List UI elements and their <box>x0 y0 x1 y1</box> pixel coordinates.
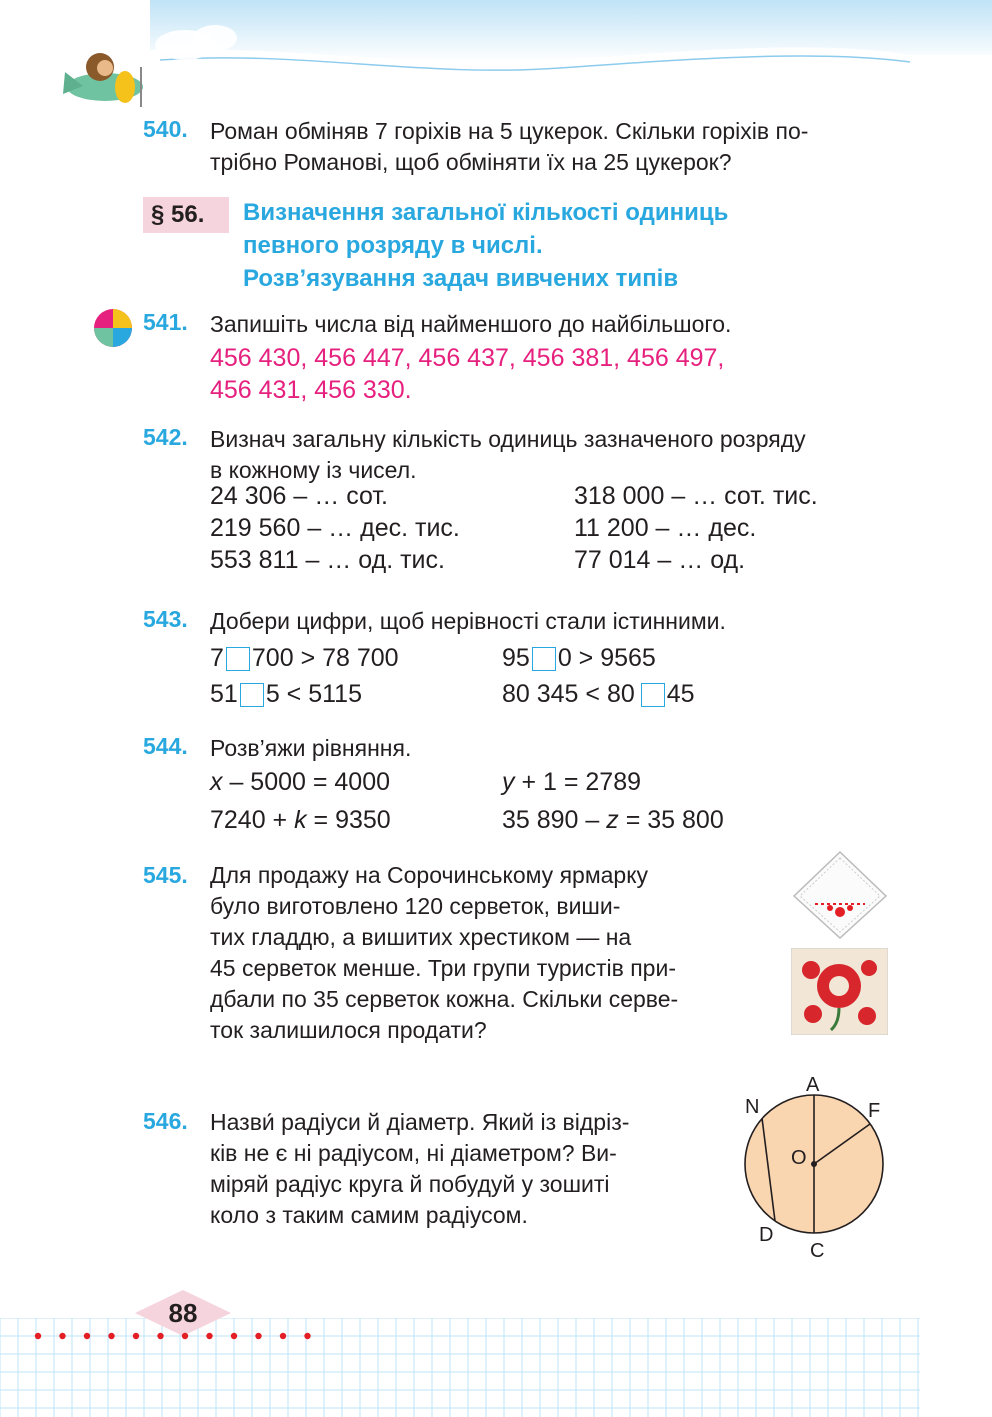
task-item: 318 000 – … сот. тис. <box>574 482 818 510</box>
inequality-part: 45 <box>666 680 695 708</box>
numbers-line: 456 430, 456 447, 456 437, 456 381, 456 497, <box>210 344 725 372</box>
exercise-546-line: міряй радіус круга й побудуй у зошиті <box>210 1171 610 1197</box>
equation-part: = 35 800 <box>618 806 724 834</box>
exercise-541-text: Запишіть числа від найменшого до найбільшого. <box>210 311 732 337</box>
exercise-543-number: 543. <box>143 606 188 632</box>
exercise-545-line: Для продажу на Сорочинському ярмарку <box>210 862 649 888</box>
equation-part: 35 890 – <box>502 806 607 834</box>
red-dots-decoration <box>30 1330 330 1342</box>
inequality <box>502 644 656 673</box>
task-item: 77 014 – … од. <box>574 546 746 574</box>
exercise-542-line: в кожному із чисел. <box>210 457 417 483</box>
embroidery-image <box>791 948 888 1035</box>
label-N: N <box>745 1096 760 1118</box>
inequality-part: 95 <box>502 644 530 672</box>
exercise-546-line: ків не є ні радіусом, ні діаметром? Ви- <box>210 1140 617 1166</box>
exercise-541-numbers <box>210 342 910 406</box>
numbers-line: 456 431, 456 330. <box>210 376 412 404</box>
puzzle-icon <box>92 307 134 349</box>
exercise-545-line: тих гладдю, а вишитих хрестиком — на <box>210 924 632 950</box>
label-O: O <box>791 1147 807 1169</box>
exercise-540-line: Роман обміняв 7 горіхів на 5 цукерок. Скільки горіхів по- <box>210 118 809 144</box>
digit-box[interactable] <box>226 647 250 671</box>
exercise-544-number: 544. <box>143 733 188 759</box>
section-title-line: певного розряду в числі. <box>243 232 543 259</box>
section-badge: § 56. <box>143 197 229 233</box>
exercise-546-number: 546. <box>143 1108 188 1134</box>
napkin-image <box>790 850 890 940</box>
task-item: 553 811 – … од. тис. <box>210 546 445 574</box>
equation-part: = 9350 <box>306 806 391 834</box>
digit-box[interactable] <box>532 647 556 671</box>
label-C: C <box>810 1240 825 1262</box>
inequality-part: 51 <box>210 680 238 708</box>
label-F: F <box>868 1100 881 1122</box>
label-D: D <box>759 1224 774 1246</box>
section-title-line: Розв’язування задач вивчених типів <box>243 265 679 292</box>
equation <box>502 768 641 797</box>
task-item: 11 200 – … дес. <box>574 514 757 542</box>
equation <box>210 806 391 835</box>
exercise-545-line: 45 серветок менше. Три групи туристів при- <box>210 955 676 981</box>
exercise-545-line: було виготовлено 120 серветок, виши- <box>210 893 621 919</box>
equation-part: + 1 = 2789 <box>514 768 642 796</box>
equation-part: 7240 + <box>210 806 295 834</box>
label-A: A <box>806 1074 820 1096</box>
inequality-part: 7 <box>210 644 224 672</box>
exercise-546-line: Назви́ радіуси й діаметр. Який із відріз- <box>210 1109 630 1135</box>
exercise-545-number: 545. <box>143 862 188 888</box>
airplane-hedgehog-icon <box>55 42 150 112</box>
equation <box>502 806 724 835</box>
center-point <box>811 1161 817 1167</box>
equation <box>210 768 390 797</box>
exercise-543-text: Добери цифри, щоб нерівності стали істинними. <box>210 608 726 634</box>
exercise-545-line: дбали по 35 серветок кожна. Скільки серве- <box>210 986 679 1012</box>
exercise-540-text <box>210 116 910 178</box>
exercise-546-line: коло з таким самим радіусом. <box>210 1202 528 1228</box>
exercise-544-text: Розв’яжи рівняння. <box>210 735 412 761</box>
page-number: 88 <box>168 1298 198 1328</box>
exercise-541-number: 541. <box>143 309 188 335</box>
exercise-545-line: ток залишилося продати? <box>210 1017 487 1043</box>
exercise-546-text <box>210 1107 694 1231</box>
inequality <box>502 680 695 709</box>
inequality <box>210 644 399 673</box>
exercise-540-line: трібно Романові, щоб обміняти їх на 25 цукерок? <box>210 149 732 175</box>
inequality-part: 5 < 5115 <box>265 680 362 708</box>
variable: y <box>502 768 515 796</box>
exercise-542-text <box>210 424 910 486</box>
variable: k <box>294 806 307 834</box>
equation-part: – 5000 = 4000 <box>222 768 391 796</box>
exercise-540-number: 540. <box>143 116 188 142</box>
exercise-542-number: 542. <box>143 424 188 450</box>
task-item: 219 560 – … дес. тис. <box>210 514 460 542</box>
inequality <box>210 680 362 709</box>
inequality-part: 80 345 < 80 <box>502 680 635 708</box>
inequality-part: 0 > 9565 <box>557 644 656 672</box>
section-title <box>243 196 728 295</box>
section-title-line: Визначення загальної кількості одиниць <box>243 199 729 226</box>
exercise-542-line: Визнач загальну кількість одиниць зазначеного розряду <box>210 426 806 452</box>
variable: z <box>606 806 619 834</box>
variable: x <box>210 768 223 796</box>
inequality-part: 700 > 78 700 <box>251 644 399 672</box>
task-item: 24 306 – … сот. <box>210 482 388 510</box>
digit-box[interactable] <box>641 683 665 707</box>
exercise-545-text <box>210 860 770 1046</box>
circle-diagram <box>730 1065 900 1265</box>
digit-box[interactable] <box>240 683 264 707</box>
